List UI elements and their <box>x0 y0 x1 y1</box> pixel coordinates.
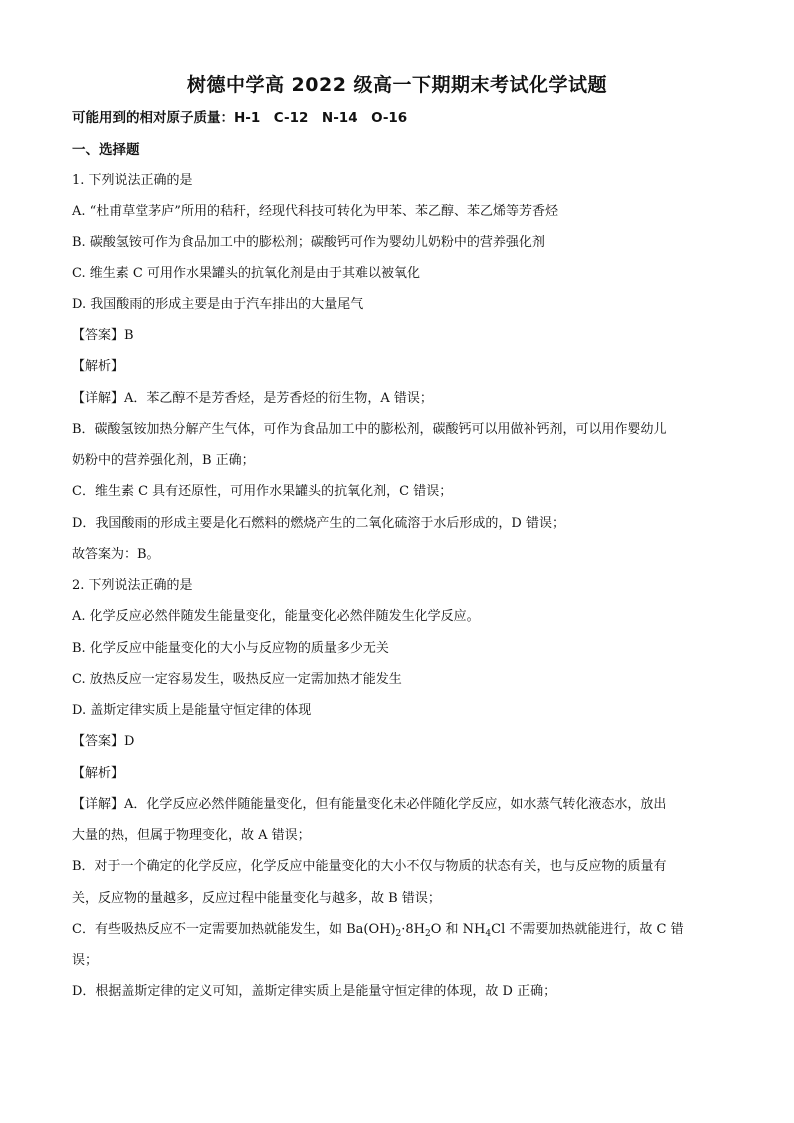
q2-detail-c-text: C．有些吸热反应不一定需要加热就能发生，如 Ba(OH) <box>72 922 396 937</box>
q2-detail-b-line2: 关，反应物的量越多，反应过程中能量变化与越多，故 B 错误； <box>72 891 441 906</box>
q2-detail-c-text: Cl 不需要加热就能进行，故 C 错 <box>491 922 684 937</box>
q1-detail-d: D．我国酸雨的形成主要是化石燃料的燃烧产生的二氧化硫溶于水后形成的，D 错误； <box>72 516 565 531</box>
q1-detail-b-line2: 奶粉中的营养强化剂，B 正确； <box>72 453 255 468</box>
q2-option-c: C. 放热反应一定容易发生，吸热反应一定需加热才能发生 <box>72 672 402 687</box>
subscript: 2 <box>395 929 402 939</box>
q1-stem: 1. 下列说法正确的是 <box>72 173 193 188</box>
q2-detail-c-text: O 和 NH <box>430 922 486 937</box>
q2-answer: 【答案】D <box>72 734 135 749</box>
q1-detail-b-line1: B．碳酸氢铵加热分解产生气体，可作为食品加工中的膨松剂，碳酸钙可以用做补钙剂，可以用作婴幼儿 <box>72 422 667 437</box>
atomic-masses-note: 可能用到的相对原子质量：H-1 C-12 N-14 O-16 <box>72 110 408 126</box>
q2-detail-d: D．根据盖斯定律的定义可知，盖斯定律实质上是能量守恒定律的体现，故 D 正确； <box>72 984 557 999</box>
subscript: 4 <box>485 929 492 939</box>
q1-option-c: C. 维生素 C 可用作水果罐头的抗氧化剂是由于其难以被氧化 <box>72 266 420 281</box>
q2-detail-a-line1: 【详解】A．化学反应必然伴随能量变化，但有能量变化未必伴随化学反应，如水蒸气转化液态水，放出 <box>72 797 667 812</box>
q2-detail-c-line1 <box>72 922 722 942</box>
q2-option-d: D. 盖斯定律实质上是能量守恒定律的体现 <box>72 703 312 718</box>
q2-analysis-label: 【解析】 <box>72 766 125 781</box>
q1-conclusion: 故答案为：B。 <box>72 547 160 562</box>
q2-stem: 2. 下列说法正确的是 <box>72 578 193 593</box>
q1-answer: 【答案】B <box>72 328 134 343</box>
q1-option-b: B. 碳酸氢铵可作为食品加工中的膨松剂；碳酸钙可作为婴幼儿奶粉中的营养强化剂 <box>72 235 545 250</box>
q1-option-a: A. “杜甫草堂茅庐”所用的秸秆，经现代科技可转化为甲苯、苯乙醇、苯乙烯等芳香烃 <box>72 204 558 219</box>
q1-option-d: D. 我国酸雨的形成主要是由于汽车排出的大量尾气 <box>72 297 364 312</box>
q1-detail-a: 【详解】A．苯乙醇不是芳香烃，是芳香烃的衍生物，A 错误； <box>72 391 433 406</box>
q1-analysis-label: 【解析】 <box>72 359 125 374</box>
page-title: 树德中学高 2022 级高一下期期末考试化学试题 <box>186 74 608 96</box>
subscript: 2 <box>425 929 431 939</box>
q2-detail-c-line2: 误； <box>72 953 99 968</box>
q2-detail-b-line1: B．对于一个确定的化学反应，化学反应中能量变化的大小不仅与物质的状态有关，也与反应物的质量有 <box>72 859 667 874</box>
q2-option-b: B. 化学反应中能量变化的大小与反应物的质量多少无关 <box>72 641 389 656</box>
q2-option-a: A. 化学反应必然伴随发生能量变化，能量变化必然伴随发生化学反应。 <box>72 609 480 624</box>
q2-detail-a-line2: 大量的热，但属于物理变化，故 A 错误； <box>72 828 311 843</box>
q1-detail-c: C．维生素 C 具有还原性，可用作水果罐头的抗氧化剂，C 错误； <box>72 484 453 499</box>
section-heading: 一、选择题 <box>72 142 140 158</box>
q2-detail-c-text: ·8H <box>401 922 426 937</box>
